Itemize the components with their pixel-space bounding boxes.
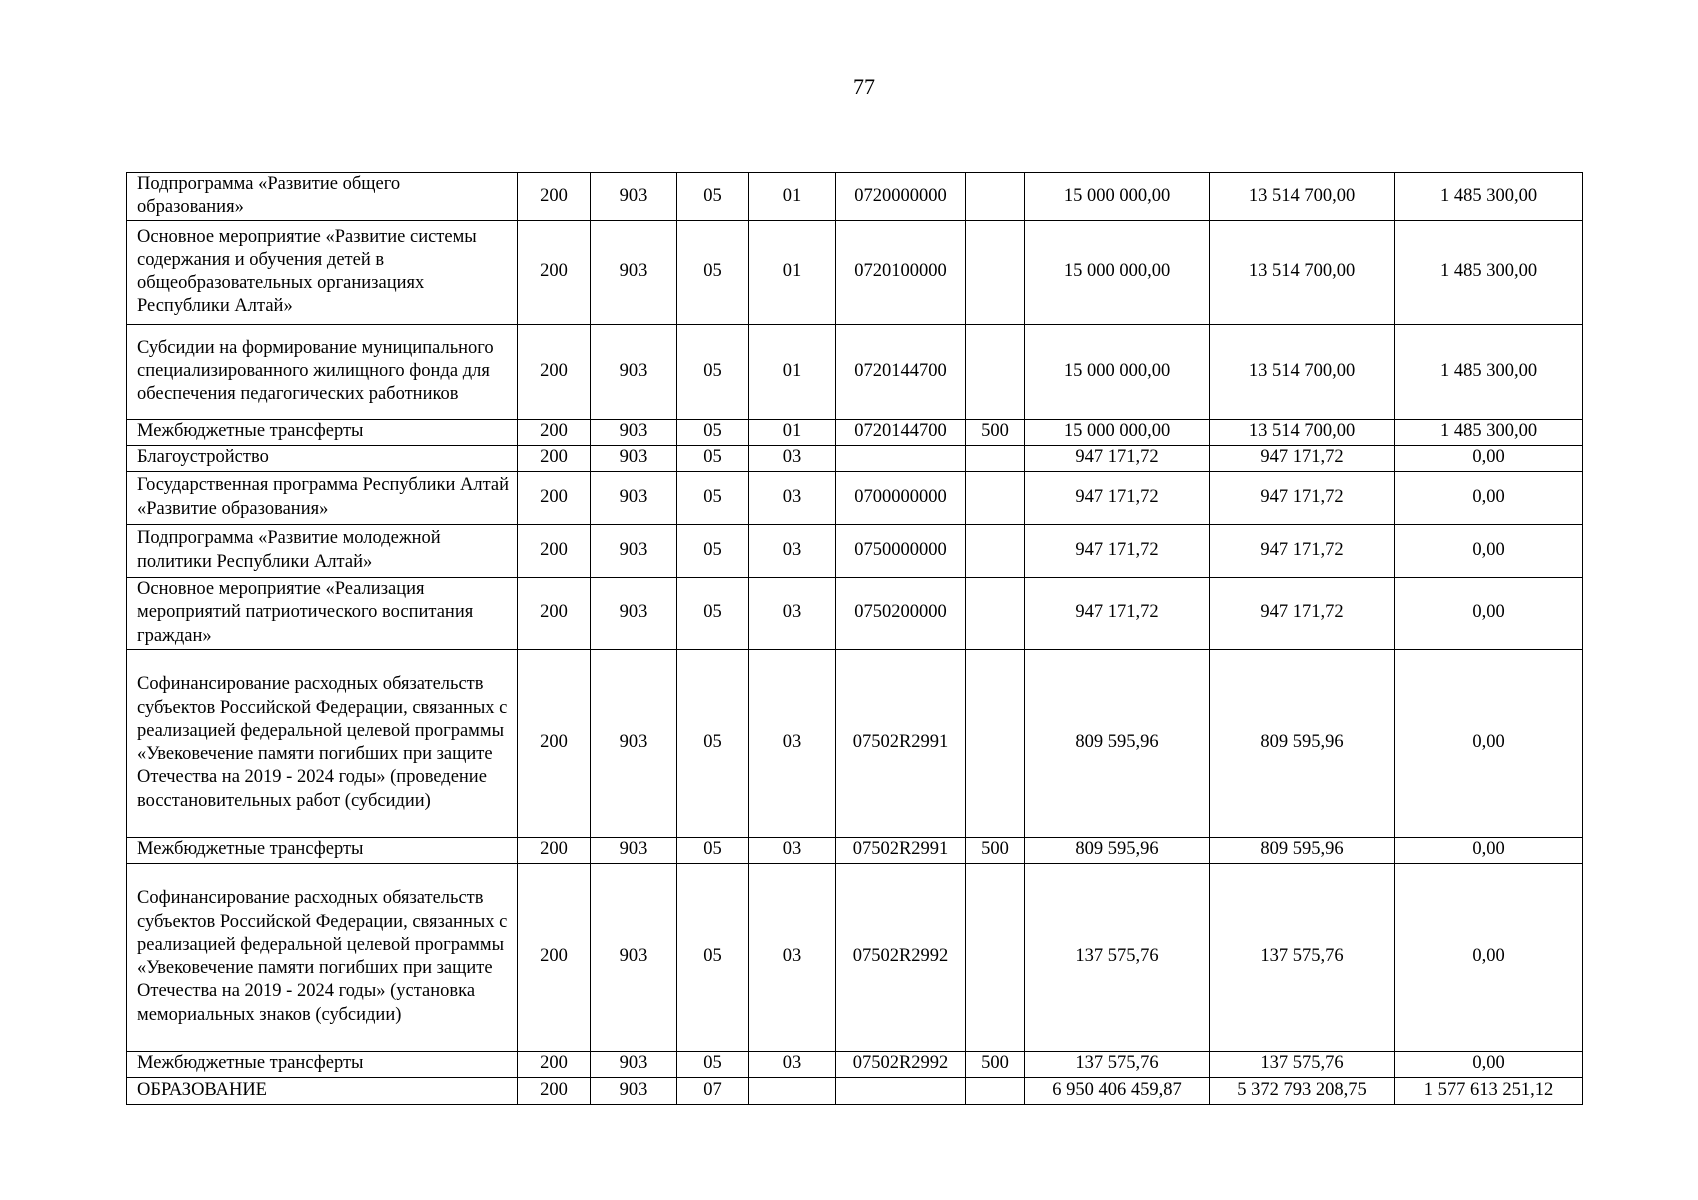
- subsection-cell: 01: [749, 220, 836, 324]
- code-cell: 200: [518, 220, 591, 324]
- expense-type-cell: [966, 863, 1025, 1051]
- table-body: [127, 173, 1583, 1105]
- subsection-cell: 01: [749, 419, 836, 445]
- amount-cell: 947 171,72: [1210, 524, 1395, 577]
- target-article-cell: 0700000000: [836, 471, 966, 524]
- target-article-cell: 0720144700: [836, 419, 966, 445]
- code-cell: 200: [518, 649, 591, 837]
- expense-type-cell: [966, 1077, 1025, 1104]
- amount-cell: 947 171,72: [1210, 471, 1395, 524]
- amount-cell: 13 514 700,00: [1210, 419, 1395, 445]
- subsection-cell: 03: [749, 471, 836, 524]
- table-row: [127, 324, 1583, 419]
- amount-cell: 1 485 300,00: [1395, 419, 1583, 445]
- amount-cell: 1 485 300,00: [1395, 324, 1583, 419]
- code-cell: 200: [518, 445, 591, 471]
- expense-type-cell: [966, 173, 1025, 221]
- amount-cell: 1 577 613 251,12: [1395, 1077, 1583, 1104]
- amount-cell: 137 575,76: [1025, 863, 1210, 1051]
- amount-cell: 15 000 000,00: [1025, 173, 1210, 221]
- item-name-cell: ОБРАЗОВАНИЕ: [127, 1077, 518, 1104]
- target-article-cell: 0720144700: [836, 324, 966, 419]
- subsection-cell: 03: [749, 863, 836, 1051]
- item-name-cell: Подпрограмма «Развитие общего образования»: [127, 173, 518, 221]
- code-cell: 903: [591, 524, 677, 577]
- subsection-cell: 03: [749, 837, 836, 863]
- amount-cell: 809 595,96: [1210, 837, 1395, 863]
- code-cell: 903: [591, 173, 677, 221]
- code-cell: 200: [518, 1077, 591, 1104]
- target-article-cell: 0720100000: [836, 220, 966, 324]
- amount-cell: 947 171,72: [1025, 445, 1210, 471]
- amount-cell: 15 000 000,00: [1025, 324, 1210, 419]
- target-article-cell: 07502R2991: [836, 837, 966, 863]
- expense-type-cell: [966, 577, 1025, 649]
- amount-cell: 947 171,72: [1025, 524, 1210, 577]
- section-cell: 05: [677, 1051, 749, 1077]
- target-article-cell: 07502R2992: [836, 863, 966, 1051]
- code-cell: 200: [518, 1051, 591, 1077]
- item-name-cell: Основное мероприятие «Реализация мероприятий патриотического воспитания граждан»: [127, 577, 518, 649]
- code-cell: 903: [591, 863, 677, 1051]
- amount-cell: 1 485 300,00: [1395, 220, 1583, 324]
- target-article-cell: 07502R2991: [836, 649, 966, 837]
- section-cell: 05: [677, 471, 749, 524]
- amount-cell: 947 171,72: [1025, 471, 1210, 524]
- table-row: [127, 1077, 1583, 1104]
- expense-type-cell: 500: [966, 419, 1025, 445]
- section-cell: 05: [677, 649, 749, 837]
- item-name-cell: Межбюджетные трансферты: [127, 1051, 518, 1077]
- code-cell: 200: [518, 837, 591, 863]
- section-cell: 05: [677, 863, 749, 1051]
- table-row: [127, 649, 1583, 837]
- target-article-cell: [836, 1077, 966, 1104]
- amount-cell: 0,00: [1395, 649, 1583, 837]
- code-cell: 903: [591, 1077, 677, 1104]
- target-article-cell: 07502R2992: [836, 1051, 966, 1077]
- code-cell: 903: [591, 837, 677, 863]
- target-article-cell: 0750000000: [836, 524, 966, 577]
- subsection-cell: 01: [749, 173, 836, 221]
- section-cell: 05: [677, 445, 749, 471]
- section-cell: 05: [677, 173, 749, 221]
- section-cell: 05: [677, 419, 749, 445]
- amount-cell: 0,00: [1395, 524, 1583, 577]
- expense-type-cell: [966, 220, 1025, 324]
- section-cell: 05: [677, 837, 749, 863]
- code-cell: 200: [518, 324, 591, 419]
- code-cell: 903: [591, 471, 677, 524]
- code-cell: 200: [518, 863, 591, 1051]
- table-row: [127, 445, 1583, 471]
- section-cell: 05: [677, 524, 749, 577]
- amount-cell: 809 595,96: [1210, 649, 1395, 837]
- table-row: [127, 220, 1583, 324]
- expense-type-cell: [966, 324, 1025, 419]
- code-cell: 200: [518, 419, 591, 445]
- item-name-cell: Субсидии на формирование муниципального специализированного жилищного фонда для обеспечения педагогических работников: [127, 324, 518, 419]
- target-article-cell: 0750200000: [836, 577, 966, 649]
- subsection-cell: 03: [749, 577, 836, 649]
- amount-cell: 13 514 700,00: [1210, 173, 1395, 221]
- amount-cell: 15 000 000,00: [1025, 220, 1210, 324]
- amount-cell: 947 171,72: [1210, 445, 1395, 471]
- amount-cell: 0,00: [1395, 577, 1583, 649]
- expense-type-cell: 500: [966, 837, 1025, 863]
- code-cell: 903: [591, 649, 677, 837]
- code-cell: 903: [591, 445, 677, 471]
- page-number: 77: [853, 74, 875, 99]
- target-article-cell: [836, 445, 966, 471]
- amount-cell: 13 514 700,00: [1210, 324, 1395, 419]
- item-name-cell: Межбюджетные трансферты: [127, 419, 518, 445]
- expense-type-cell: [966, 524, 1025, 577]
- amount-cell: 0,00: [1395, 863, 1583, 1051]
- subsection-cell: 03: [749, 524, 836, 577]
- amount-cell: 947 171,72: [1025, 577, 1210, 649]
- amount-cell: 1 485 300,00: [1395, 173, 1583, 221]
- expense-type-cell: 500: [966, 1051, 1025, 1077]
- item-name-cell: Государственная программа Республики Алтай «Развитие образования»: [127, 471, 518, 524]
- table-row: [127, 863, 1583, 1051]
- subsection-cell: 03: [749, 1051, 836, 1077]
- item-name-cell: Межбюджетные трансферты: [127, 837, 518, 863]
- amount-cell: 0,00: [1395, 445, 1583, 471]
- section-cell: 05: [677, 324, 749, 419]
- item-name-cell: Софинансирование расходных обязательств субъектов Российской Федерации, связанных с реализацией федеральной целевой программы «Увековечение памяти погибших при защите Отечества на 2019 - 2024 годы» (проведение восстановительных работ (субсидии): [127, 649, 518, 837]
- table-row: [127, 471, 1583, 524]
- subsection-cell: 03: [749, 649, 836, 837]
- amount-cell: 0,00: [1395, 471, 1583, 524]
- code-cell: 903: [591, 324, 677, 419]
- budget-table: [126, 172, 1583, 1105]
- code-cell: 903: [591, 220, 677, 324]
- code-cell: 200: [518, 524, 591, 577]
- expense-type-cell: [966, 649, 1025, 837]
- amount-cell: 6 950 406 459,87: [1025, 1077, 1210, 1104]
- code-cell: 200: [518, 173, 591, 221]
- code-cell: 903: [591, 1051, 677, 1077]
- amount-cell: 947 171,72: [1210, 577, 1395, 649]
- amount-cell: 137 575,76: [1025, 1051, 1210, 1077]
- table-row: [127, 524, 1583, 577]
- item-name-cell: Благоустройство: [127, 445, 518, 471]
- amount-cell: 809 595,96: [1025, 649, 1210, 837]
- amount-cell: 809 595,96: [1025, 837, 1210, 863]
- table-row: [127, 173, 1583, 221]
- amount-cell: 15 000 000,00: [1025, 419, 1210, 445]
- table-row: [127, 837, 1583, 863]
- amount-cell: 0,00: [1395, 1051, 1583, 1077]
- target-article-cell: 0720000000: [836, 173, 966, 221]
- code-cell: 903: [591, 419, 677, 445]
- subsection-cell: 01: [749, 324, 836, 419]
- amount-cell: 137 575,76: [1210, 1051, 1395, 1077]
- expense-type-cell: [966, 471, 1025, 524]
- item-name-cell: Основное мероприятие «Развитие системы содержания и обучения детей в общеобразовательных организациях Республики Алтай»: [127, 220, 518, 324]
- code-cell: 903: [591, 577, 677, 649]
- item-name-cell: Софинансирование расходных обязательств субъектов Российской Федерации, связанных с реализацией федеральной целевой программы «Увековечение памяти погибших при защите Отечества на 2019 - 2024 годы» (установка мемориальных знаков (субсидии): [127, 863, 518, 1051]
- amount-cell: 0,00: [1395, 837, 1583, 863]
- section-cell: 05: [677, 220, 749, 324]
- table-row: [127, 1051, 1583, 1077]
- table-row: [127, 419, 1583, 445]
- amount-cell: 137 575,76: [1210, 863, 1395, 1051]
- section-cell: 05: [677, 577, 749, 649]
- code-cell: 200: [518, 577, 591, 649]
- subsection-cell: [749, 1077, 836, 1104]
- table-row: [127, 577, 1583, 649]
- subsection-cell: 03: [749, 445, 836, 471]
- section-cell: 07: [677, 1077, 749, 1104]
- expense-type-cell: [966, 445, 1025, 471]
- item-name-cell: Подпрограмма «Развитие молодежной политики Республики Алтай»: [127, 524, 518, 577]
- code-cell: 200: [518, 471, 591, 524]
- amount-cell: 5 372 793 208,75: [1210, 1077, 1395, 1104]
- amount-cell: 13 514 700,00: [1210, 220, 1395, 324]
